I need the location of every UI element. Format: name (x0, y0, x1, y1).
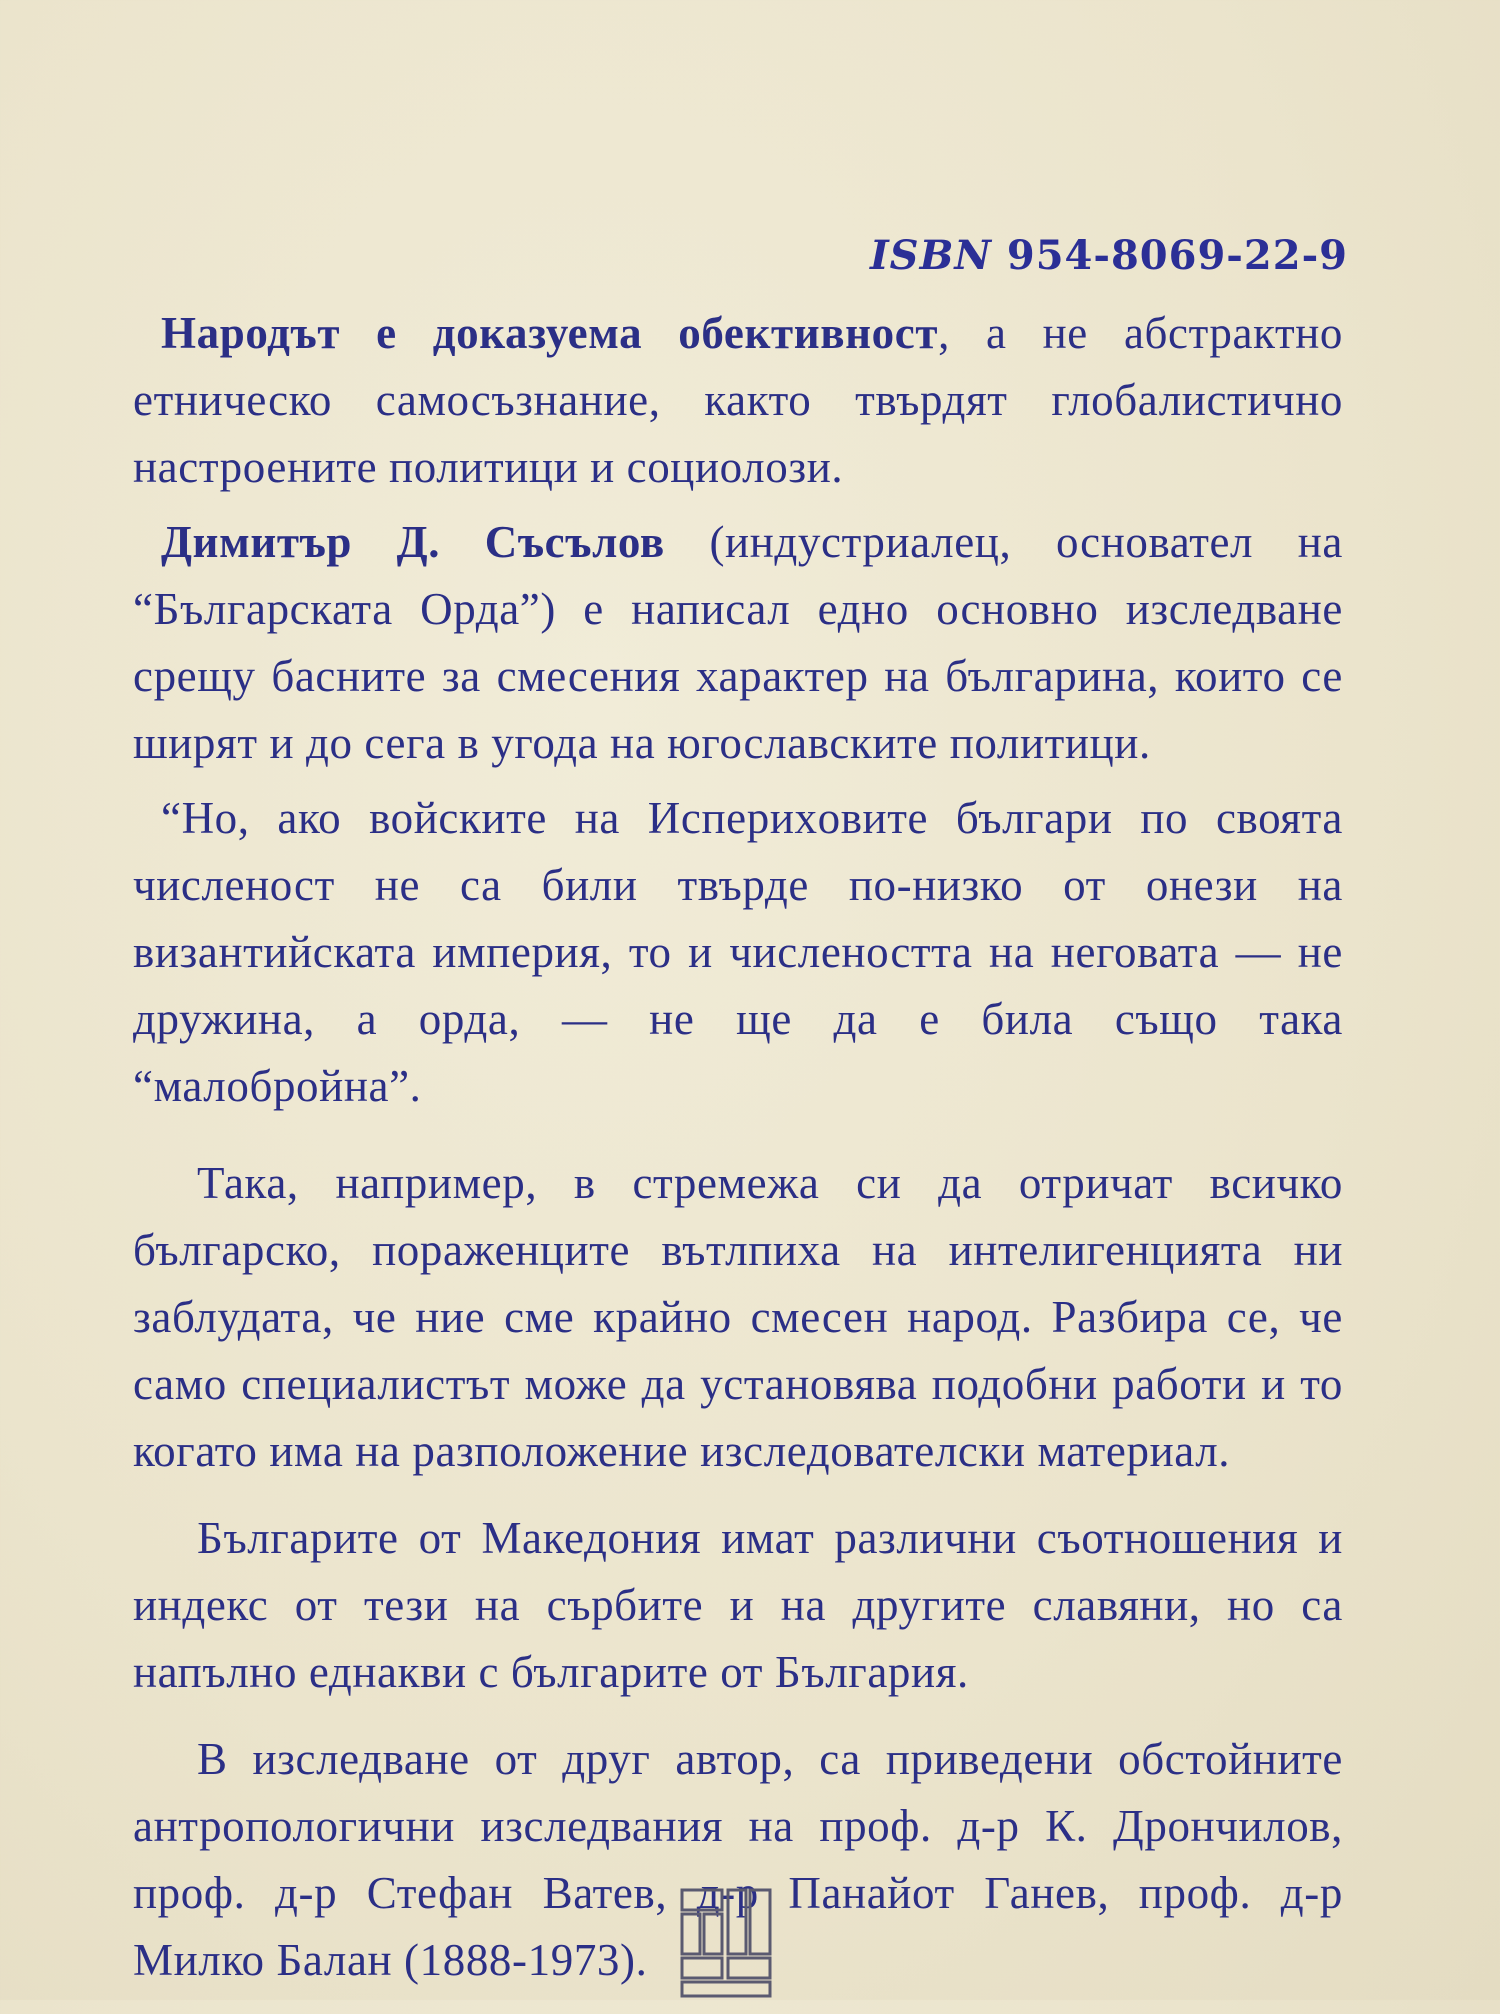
paragraph-4: Така, например, в стремежа си да отричат всичко българско, пораженците вътлпиха на интелигенцията ни заблудата, че ние сме крайно смесен народ. Разбира се, че само специалистът може да установява подобни работи и то когато има на разположение изследователски материал. (133, 1158, 1343, 1476)
paragraph-2 (133, 509, 1343, 777)
isbn-number: 954-8069-22-9 (1006, 232, 1348, 279)
quote-paragraph: “Но, ако войските на Исперихoвите българи по своята численост не са били твърде по-низко от онези на византийската империя, то и числеността на неговата — не дружина, а орда, — не ще да е била също така “малобройна”. (133, 793, 1343, 1111)
paragraph-5: Българите от Македония имат различни съотношения и индекс от тези на сърбите и на другите славяни, но са напълно еднакви с българите от България. (133, 1513, 1343, 1697)
body-text (133, 300, 1343, 2014)
paragraph-6: В изследване от друг автор, са приведени обстойните антропологични изследвания на проф. д-р К. Дрончилов, проф. д-р Стефан Ватев, д-р Панайот Ганев, проф. д-р Милко Балан (1888-1973). (133, 1734, 1343, 1985)
paragraph-2-bold: Димитър Д. Съсълов (161, 517, 665, 567)
isbn-line (870, 232, 1348, 279)
isbn-prefix: ISBN (869, 232, 992, 279)
paragraph-1-rest: , а не абстрактно етническо самосъзнание, както твърдят глобалистично настроените политици и социолози. (133, 308, 1344, 492)
paragraph-1 (133, 300, 1343, 501)
paragraph-1-bold: Народът е доказуема обективност (161, 308, 939, 358)
paragraph-2-rest: (индустриалец, основател на “Българската Орда”) е написал едно основно изследване срещу басните за смесения характер на българина, които се ширят и до сега в угода на югославските политици. (133, 517, 1343, 768)
publisher-logo-icon (678, 1886, 774, 2000)
